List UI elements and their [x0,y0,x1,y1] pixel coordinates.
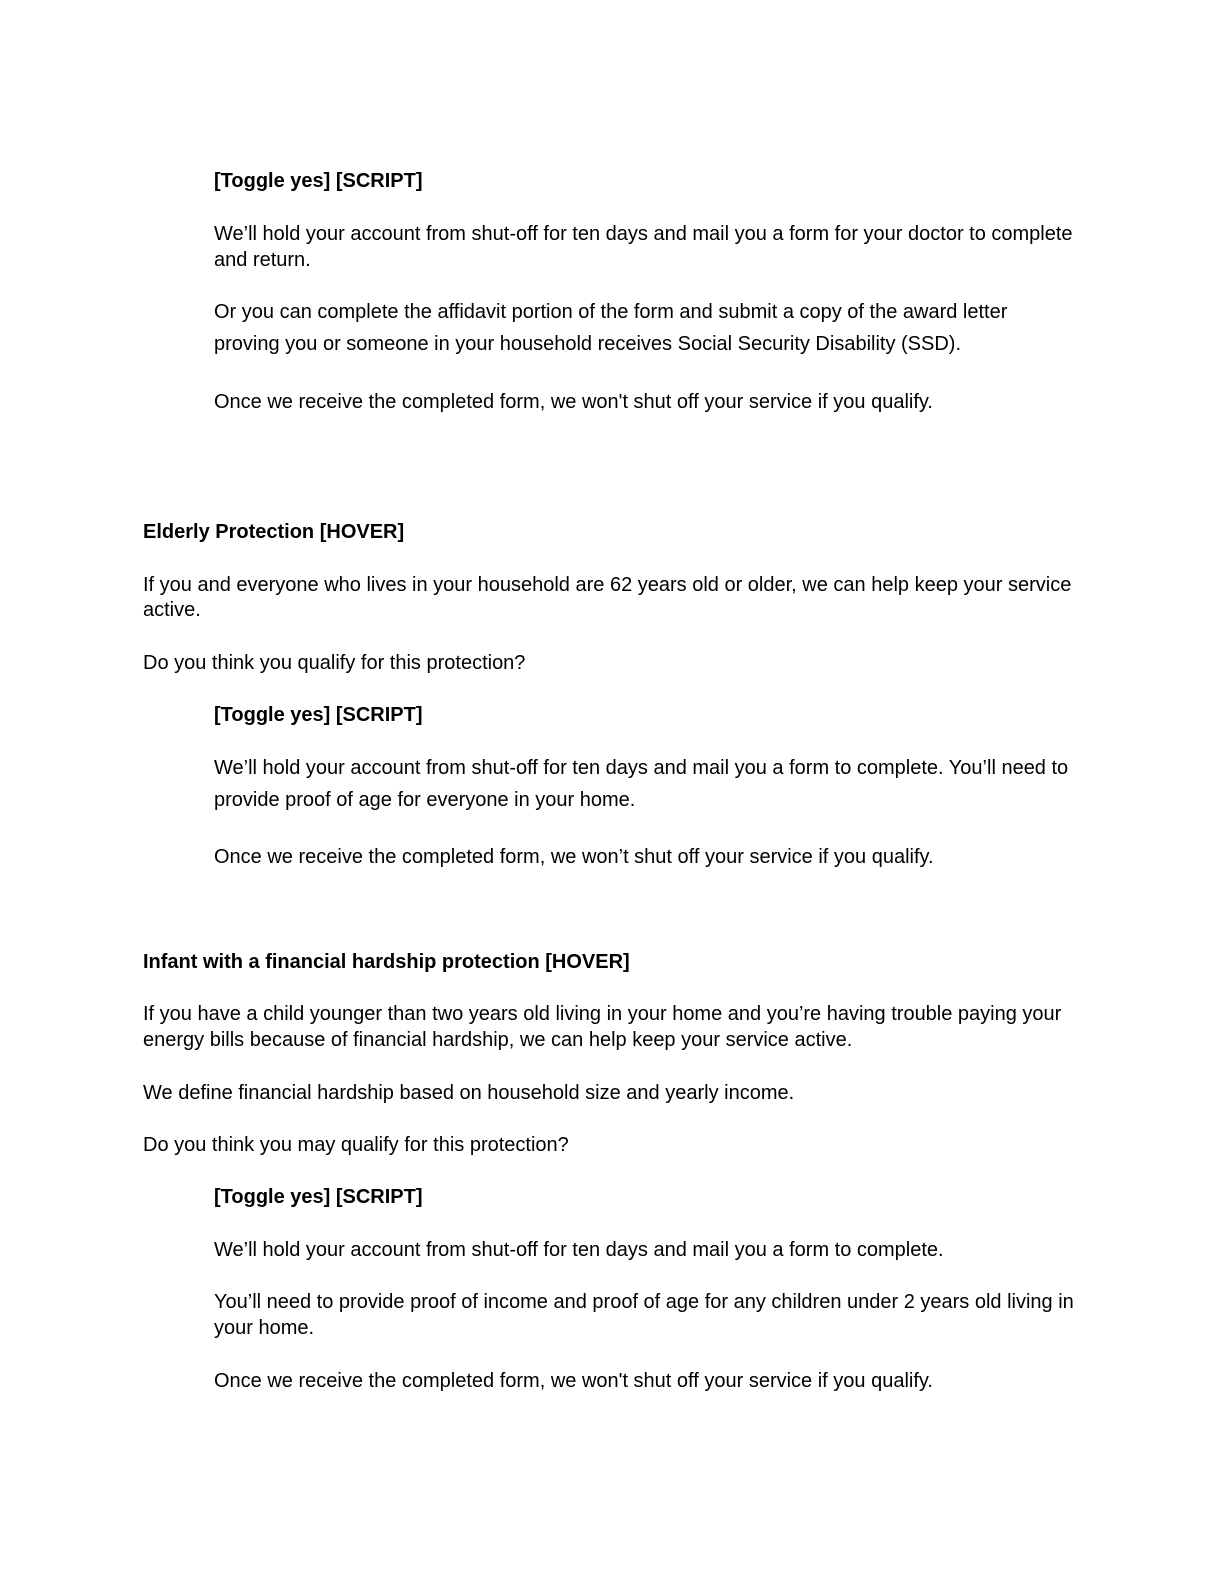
infant-hardship-definition: We define financial hardship based on household size and yearly income. [143,1082,795,1104]
infant-hold-text: We’ll hold your account from shut-off for ten days and mail you a form to complete. [214,1239,944,1261]
infant-intro-line1: If you have a child younger than two years old living in your home and you’re having trouble paying your [143,1003,1062,1025]
disability-affidavit-text-line2: proving you or someone in your household receives Social Security Disability (SSD). [214,333,962,355]
elderly-intro-line1: If you and everyone who lives in your household are 62 years old or older, we can help keep your service [143,574,1072,596]
infant-proof-text-line1: You’ll need to provide proof of income and proof of age for any children under 2 years old living in [214,1291,1074,1313]
disability-closing-text: Once we receive the completed form, we won't shut off your service if you qualify. [214,391,933,413]
elderly-intro-line2: active. [143,599,201,621]
toggle-yes-script-label: [Toggle yes] [SCRIPT] [214,704,423,726]
toggle-yes-script-label: [Toggle yes] [SCRIPT] [214,1186,423,1208]
infant-closing-text: Once we receive the completed form, we won't shut off your service if you qualify. [214,1370,933,1392]
elderly-hold-text-line1: We’ll hold your account from shut-off for ten days and mail you a form to complete. You’ll need to [214,757,1069,779]
disability-hold-text-line1: We’ll hold your account from shut-off for ten days and mail you a form for your doctor to complete [214,223,1073,245]
toggle-yes-script-label: [Toggle yes] [SCRIPT] [214,170,423,192]
infant-hardship-heading: Infant with a financial hardship protection [HOVER] [143,951,630,973]
elderly-closing-text: Once we receive the completed form, we won’t shut off your service if you qualify. [214,846,934,868]
elderly-protection-heading: Elderly Protection [HOVER] [143,521,405,543]
disability-affidavit-text-line1: Or you can complete the affidavit portion of the form and submit a copy of the award letter [214,301,1008,323]
infant-intro-line2: energy bills because of financial hardship, we can help keep your service active. [143,1029,853,1051]
infant-question: Do you think you may qualify for this protection? [143,1134,569,1156]
elderly-question: Do you think you qualify for this protection? [143,652,526,674]
infant-proof-text-line2: your home. [214,1317,315,1339]
elderly-hold-text-line2: provide proof of age for everyone in your home. [214,789,636,811]
disability-hold-text-line2: and return. [214,249,311,271]
